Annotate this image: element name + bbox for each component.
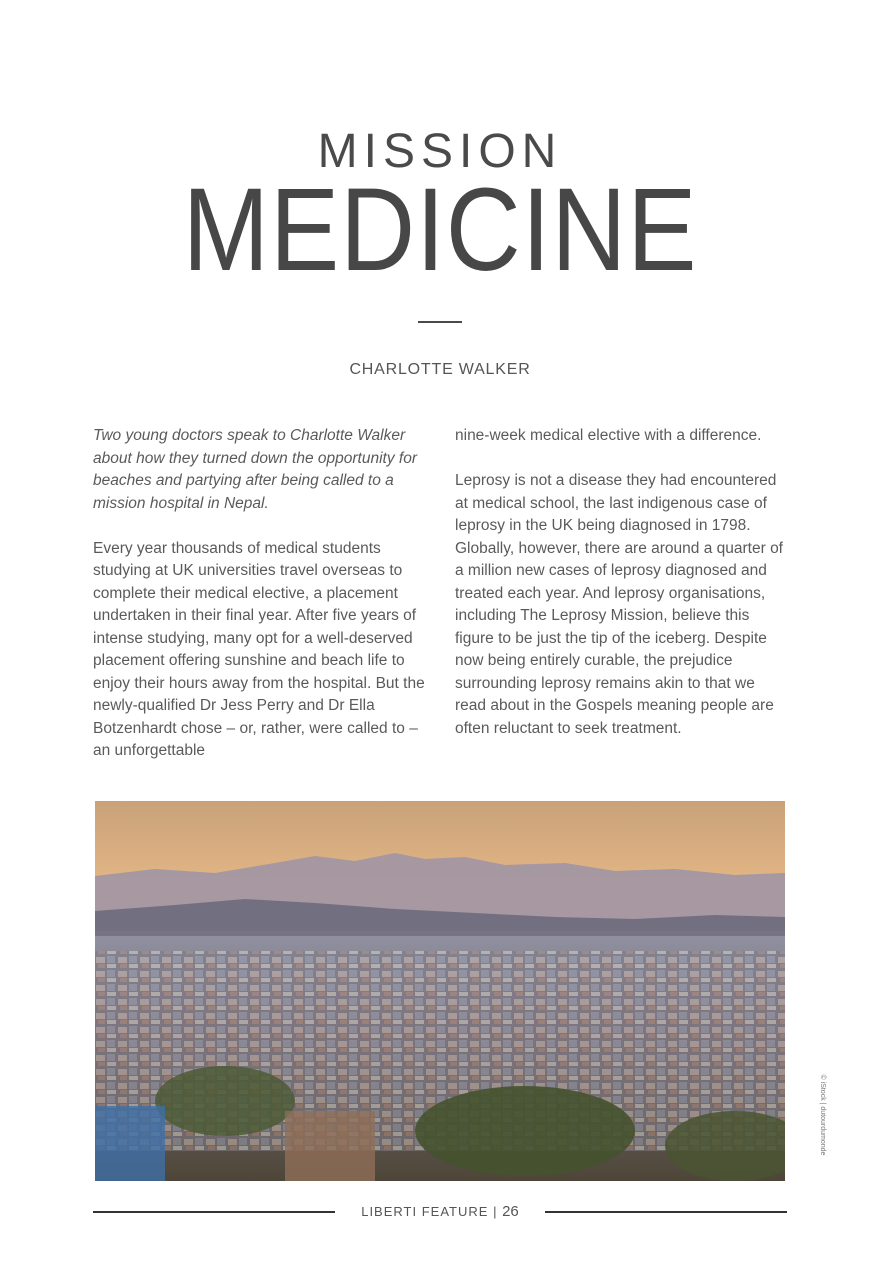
body-paragraph-2: Leprosy is not a disease they had encountered at medical school, the last indigenous case of leprosy in the UK being diagnosed in 1798. Globally, however, there are around a quarter of a million new cases of leprosy diagnosed and treated each year. And leprosy organisations, including The Leprosy Mission, believe this figure to be just the tip of the iceberg. Despite now being entirely curable, the prejudice surrounding leprosy remains akin to that we read about in the Gospels meaning people are often reluctant to seek treatment. [455, 472, 783, 737]
city-landscape-illustration [95, 801, 785, 1181]
page-number: 26 [502, 1203, 519, 1220]
footer-label [340, 1203, 540, 1221]
headline-main: MEDICINE [182, 164, 698, 296]
body-paragraph-1-text: Every year thousands of medical students studying at UK universities travel overseas to complete their medical elective, a placement undertaken in their final year. After five years of intense studying, many opt for a well-deserved placement offering sunshine and beach life to enjoy their hours away from the hospital. But the newly-qualified Dr Jess Perry and Dr Ella Botzenhardt chose – or, rather, were called to – an unforgettable [93, 539, 425, 759]
text-column-right [455, 425, 790, 763]
title-divider [418, 321, 462, 323]
photo-credit: © iStock | dutourdumonde [819, 1074, 826, 1156]
headline-kicker: MISSION [317, 125, 563, 178]
foreground-building [285, 1111, 375, 1181]
kathmandu-photo [95, 801, 785, 1181]
standfirst: Two young doctors speak to Charlotte Walker about how they turned down the opportunity for beaches and partying after being called to a mission hospital in Nepal. [93, 427, 417, 512]
text-column-left [93, 425, 428, 785]
byline: CHARLOTTE WALKER [349, 361, 531, 378]
trees-center [415, 1086, 635, 1176]
footer-section: LIBERTI FEATURE [361, 1204, 489, 1219]
body-paragraph-1-continued: nine-week medical elective with a difference. [455, 427, 762, 444]
footer-rule-right [545, 1211, 787, 1213]
blue-roof-building [95, 1106, 165, 1181]
body-paragraph-1 [93, 538, 428, 763]
trees-left [155, 1066, 295, 1136]
footer-separator: | [493, 1204, 498, 1219]
footer-rule-left [93, 1211, 335, 1213]
